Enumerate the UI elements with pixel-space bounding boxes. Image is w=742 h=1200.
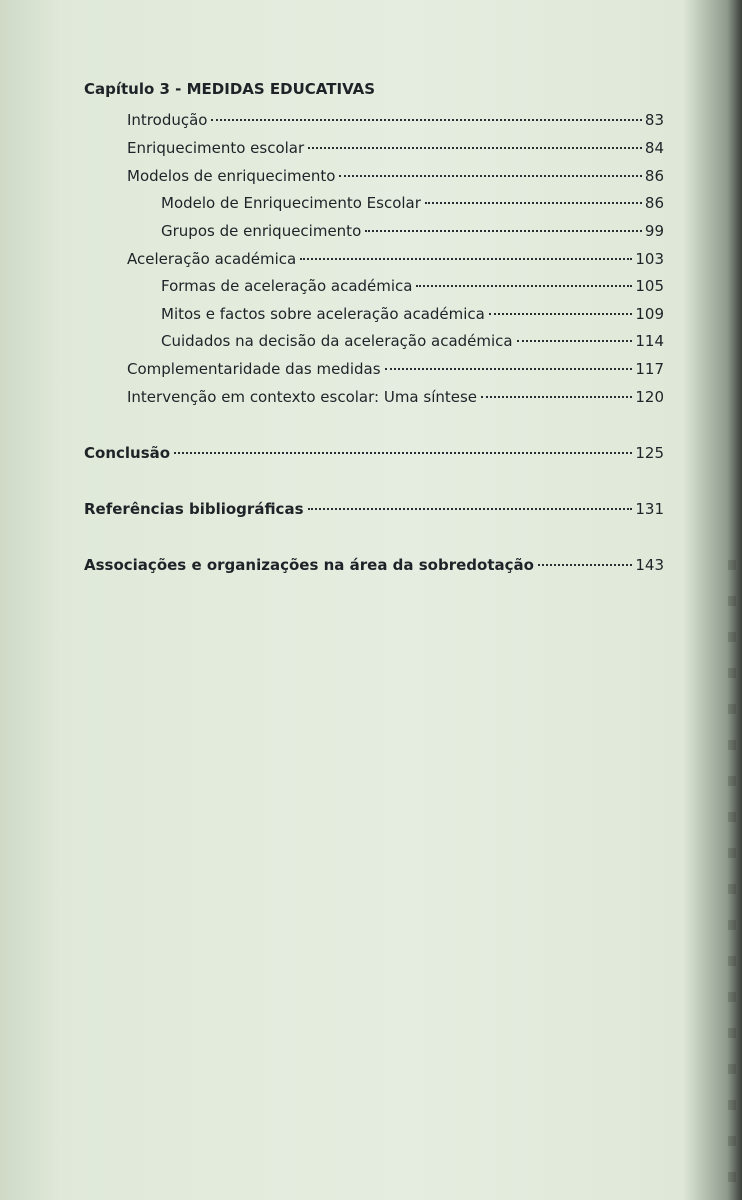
toc-entry-page: 84: [644, 139, 664, 157]
toc-entry-label: Complementaridade das medidas: [127, 360, 381, 378]
dot-leader: [489, 313, 632, 315]
dot-leader: [365, 230, 642, 232]
dot-leader: [517, 340, 633, 342]
toc-section-label: Associações e organizações na área da sobredotação: [84, 556, 534, 574]
toc-entry-page: 105: [635, 277, 664, 295]
toc-entry-label: Aceleração académica: [127, 250, 297, 268]
toc-entry-page: 99: [644, 222, 664, 240]
dot-leader: [308, 147, 642, 149]
toc-section-label: Referências bibliográficas: [84, 500, 304, 518]
toc-section: [84, 499, 664, 519]
toc-section: [84, 443, 664, 463]
toc-entry-page: 117: [635, 360, 664, 378]
dot-leader: [538, 564, 632, 566]
toc-section-page: 143: [635, 556, 664, 574]
toc-entry-label: Modelos de enriquecimento: [127, 167, 336, 185]
toc-entry: [127, 138, 664, 158]
toc-entry-page: 114: [635, 332, 664, 350]
toc-entry: [127, 249, 664, 269]
toc-entry-page: 86: [644, 194, 664, 212]
toc-section: [84, 555, 664, 575]
dot-leader: [385, 368, 633, 370]
toc-section-label: Conclusão: [84, 444, 171, 462]
page-edge-shadow: [728, 560, 736, 1200]
toc-entry-page: 86: [644, 167, 664, 185]
dot-leader: [416, 285, 632, 287]
toc-entry-label: Mitos e factos sobre aceleração académica: [161, 305, 485, 323]
dot-leader: [339, 175, 641, 177]
toc-subentry: [161, 276, 664, 296]
toc-entry-label: Cuidados na decisão da aceleração académica: [161, 332, 513, 350]
toc-entry: [127, 110, 664, 130]
dot-leader: [481, 396, 632, 398]
toc-subentry: [161, 304, 664, 324]
toc-entry-label: Introdução: [127, 111, 208, 129]
toc-section-page: 125: [635, 444, 664, 462]
toc-entry: [127, 387, 664, 407]
dot-leader: [300, 258, 632, 260]
toc-subentry: [161, 221, 664, 241]
toc-entry-label: Intervenção em contexto escolar: Uma síntese: [127, 388, 478, 406]
toc-entry-page: 109: [635, 305, 664, 323]
toc-entry-page: 103: [635, 250, 664, 268]
dot-leader: [425, 202, 642, 204]
toc-section-page: 131: [635, 500, 664, 518]
toc-entry-label: Enriquecimento escolar: [127, 139, 305, 157]
toc-entry-label: Formas de aceleração académica: [161, 277, 413, 295]
toc-entry-label: Modelo de Enriquecimento Escolar: [161, 194, 421, 212]
show-through-text: [30, 20, 47, 66]
dot-leader: [308, 508, 633, 510]
toc-subentry: [161, 331, 664, 351]
toc-entry: [127, 166, 664, 186]
toc-entry-page: 83: [644, 111, 664, 129]
toc-entry-label: Grupos de enriquecimento: [161, 222, 362, 240]
toc-entry: [127, 359, 664, 379]
toc-subentry: [161, 193, 664, 213]
toc-entry-page: 120: [635, 388, 664, 406]
dot-leader: [174, 452, 632, 454]
dot-leader: [211, 119, 641, 121]
chapter-title: Capítulo 3 - MEDIDAS EDUCATIVAS: [84, 80, 376, 98]
